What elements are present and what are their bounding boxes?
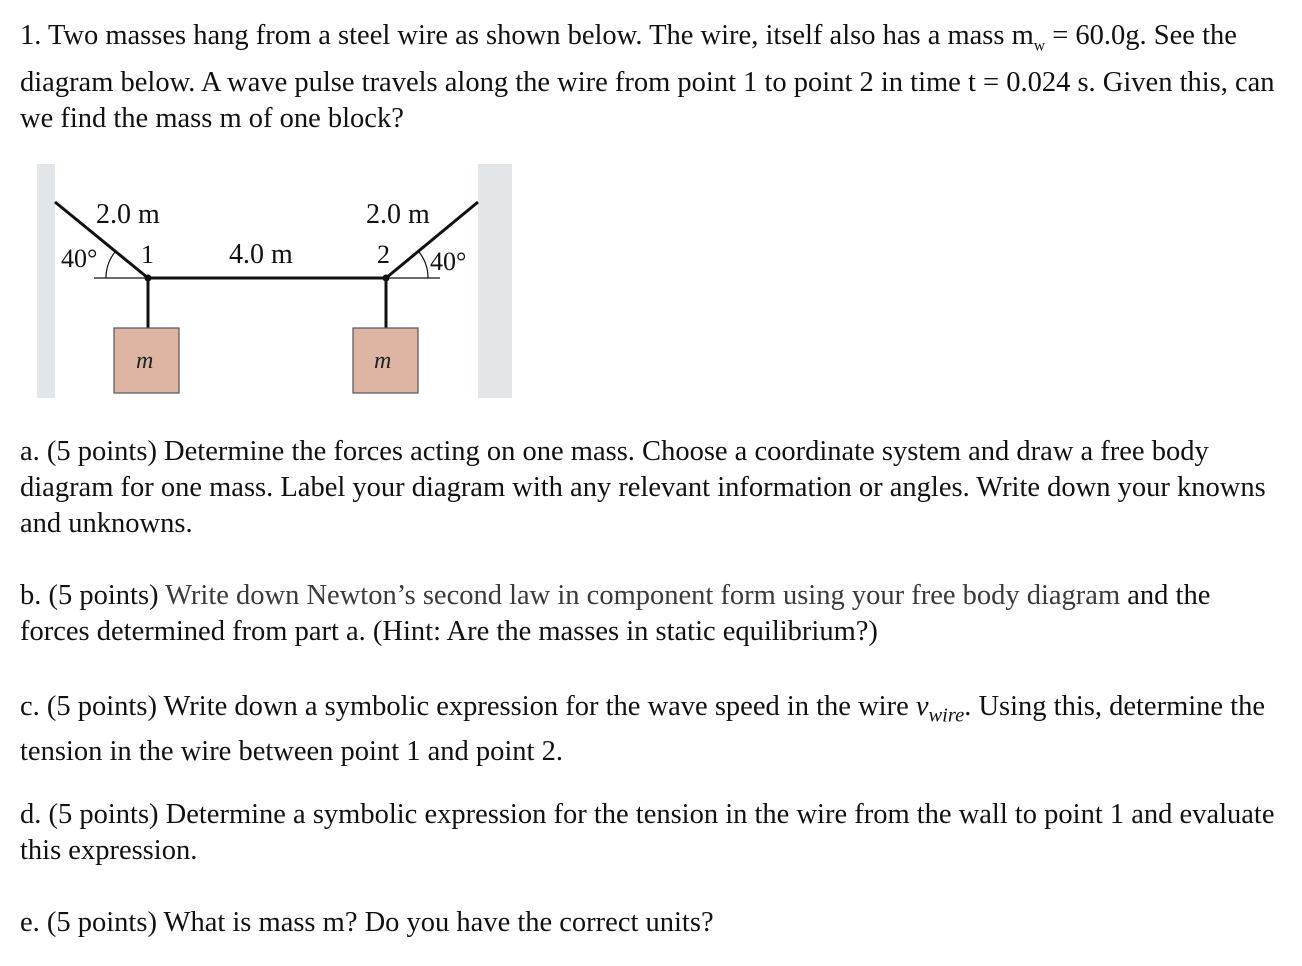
right-mass-label: m	[374, 348, 392, 374]
question-c-text-2: . Using this, determine the tension in the wire between point 1 and point 2.	[20, 691, 1265, 767]
right-wall	[478, 164, 512, 398]
problem-statement	[20, 18, 1282, 137]
left-length-label: 2.0 m	[96, 199, 160, 230]
point-1-label: 1	[141, 240, 154, 269]
question-b	[20, 578, 1282, 650]
problem-text-1: 1. Two masses hang from a steel wire as shown below. The wire, itself also has a mass m	[20, 20, 1034, 51]
right-angle-arc	[418, 251, 428, 278]
right-angle-label: 40°	[430, 247, 467, 276]
problem-text-2: = 60.0g. See the diagram below. A wave pulse travels along the wire from point 1 to point 2 in time t = 0.024 s. Given this, can we find the mass m of one block?	[20, 20, 1275, 134]
right-length-label: 2.0 m	[366, 199, 430, 230]
question-b-text-1: Write down Newton’s second law in component form using your free body diagram	[165, 580, 1121, 611]
left-mass-label: m	[136, 348, 154, 374]
question-c-text-1: c. (5 points) Write down a symbolic expression for the wave speed in the wire	[20, 691, 916, 722]
question-b-label: b. (5 points)	[20, 580, 166, 611]
wire-mass-diagram	[0, 160, 530, 405]
middle-length-label: 4.0 m	[229, 239, 293, 270]
question-c	[20, 689, 1282, 770]
point-2-label: 2	[377, 240, 390, 269]
question-a: a. (5 points) Determine the forces acting on one mass. Choose a coordinate system and draw a free body diagram for one mass. Label your diagram with any relevant information or angles. Write down your knowns and unknowns.	[20, 436, 1266, 539]
mass-subscript: w	[1033, 37, 1046, 55]
wave-speed-subscript: wire	[928, 704, 965, 727]
left-wall	[37, 164, 55, 398]
question-d: d. (5 points) Determine a symbolic expression for the tension in the wire from the wall to point 1 and evaluate this expression.	[20, 799, 1275, 866]
question-b-text-2: and the forces determined from part a. (Hint: Are the masses in static equilibrium?)	[20, 580, 1211, 647]
left-angle-arc	[106, 251, 116, 278]
wave-speed-symbol	[915, 691, 965, 727]
question-e: e. (5 points) What is mass m? Do you have the correct units?	[20, 907, 714, 938]
left-angle-label: 40°	[61, 244, 98, 273]
wave-speed-var: v	[915, 691, 929, 722]
